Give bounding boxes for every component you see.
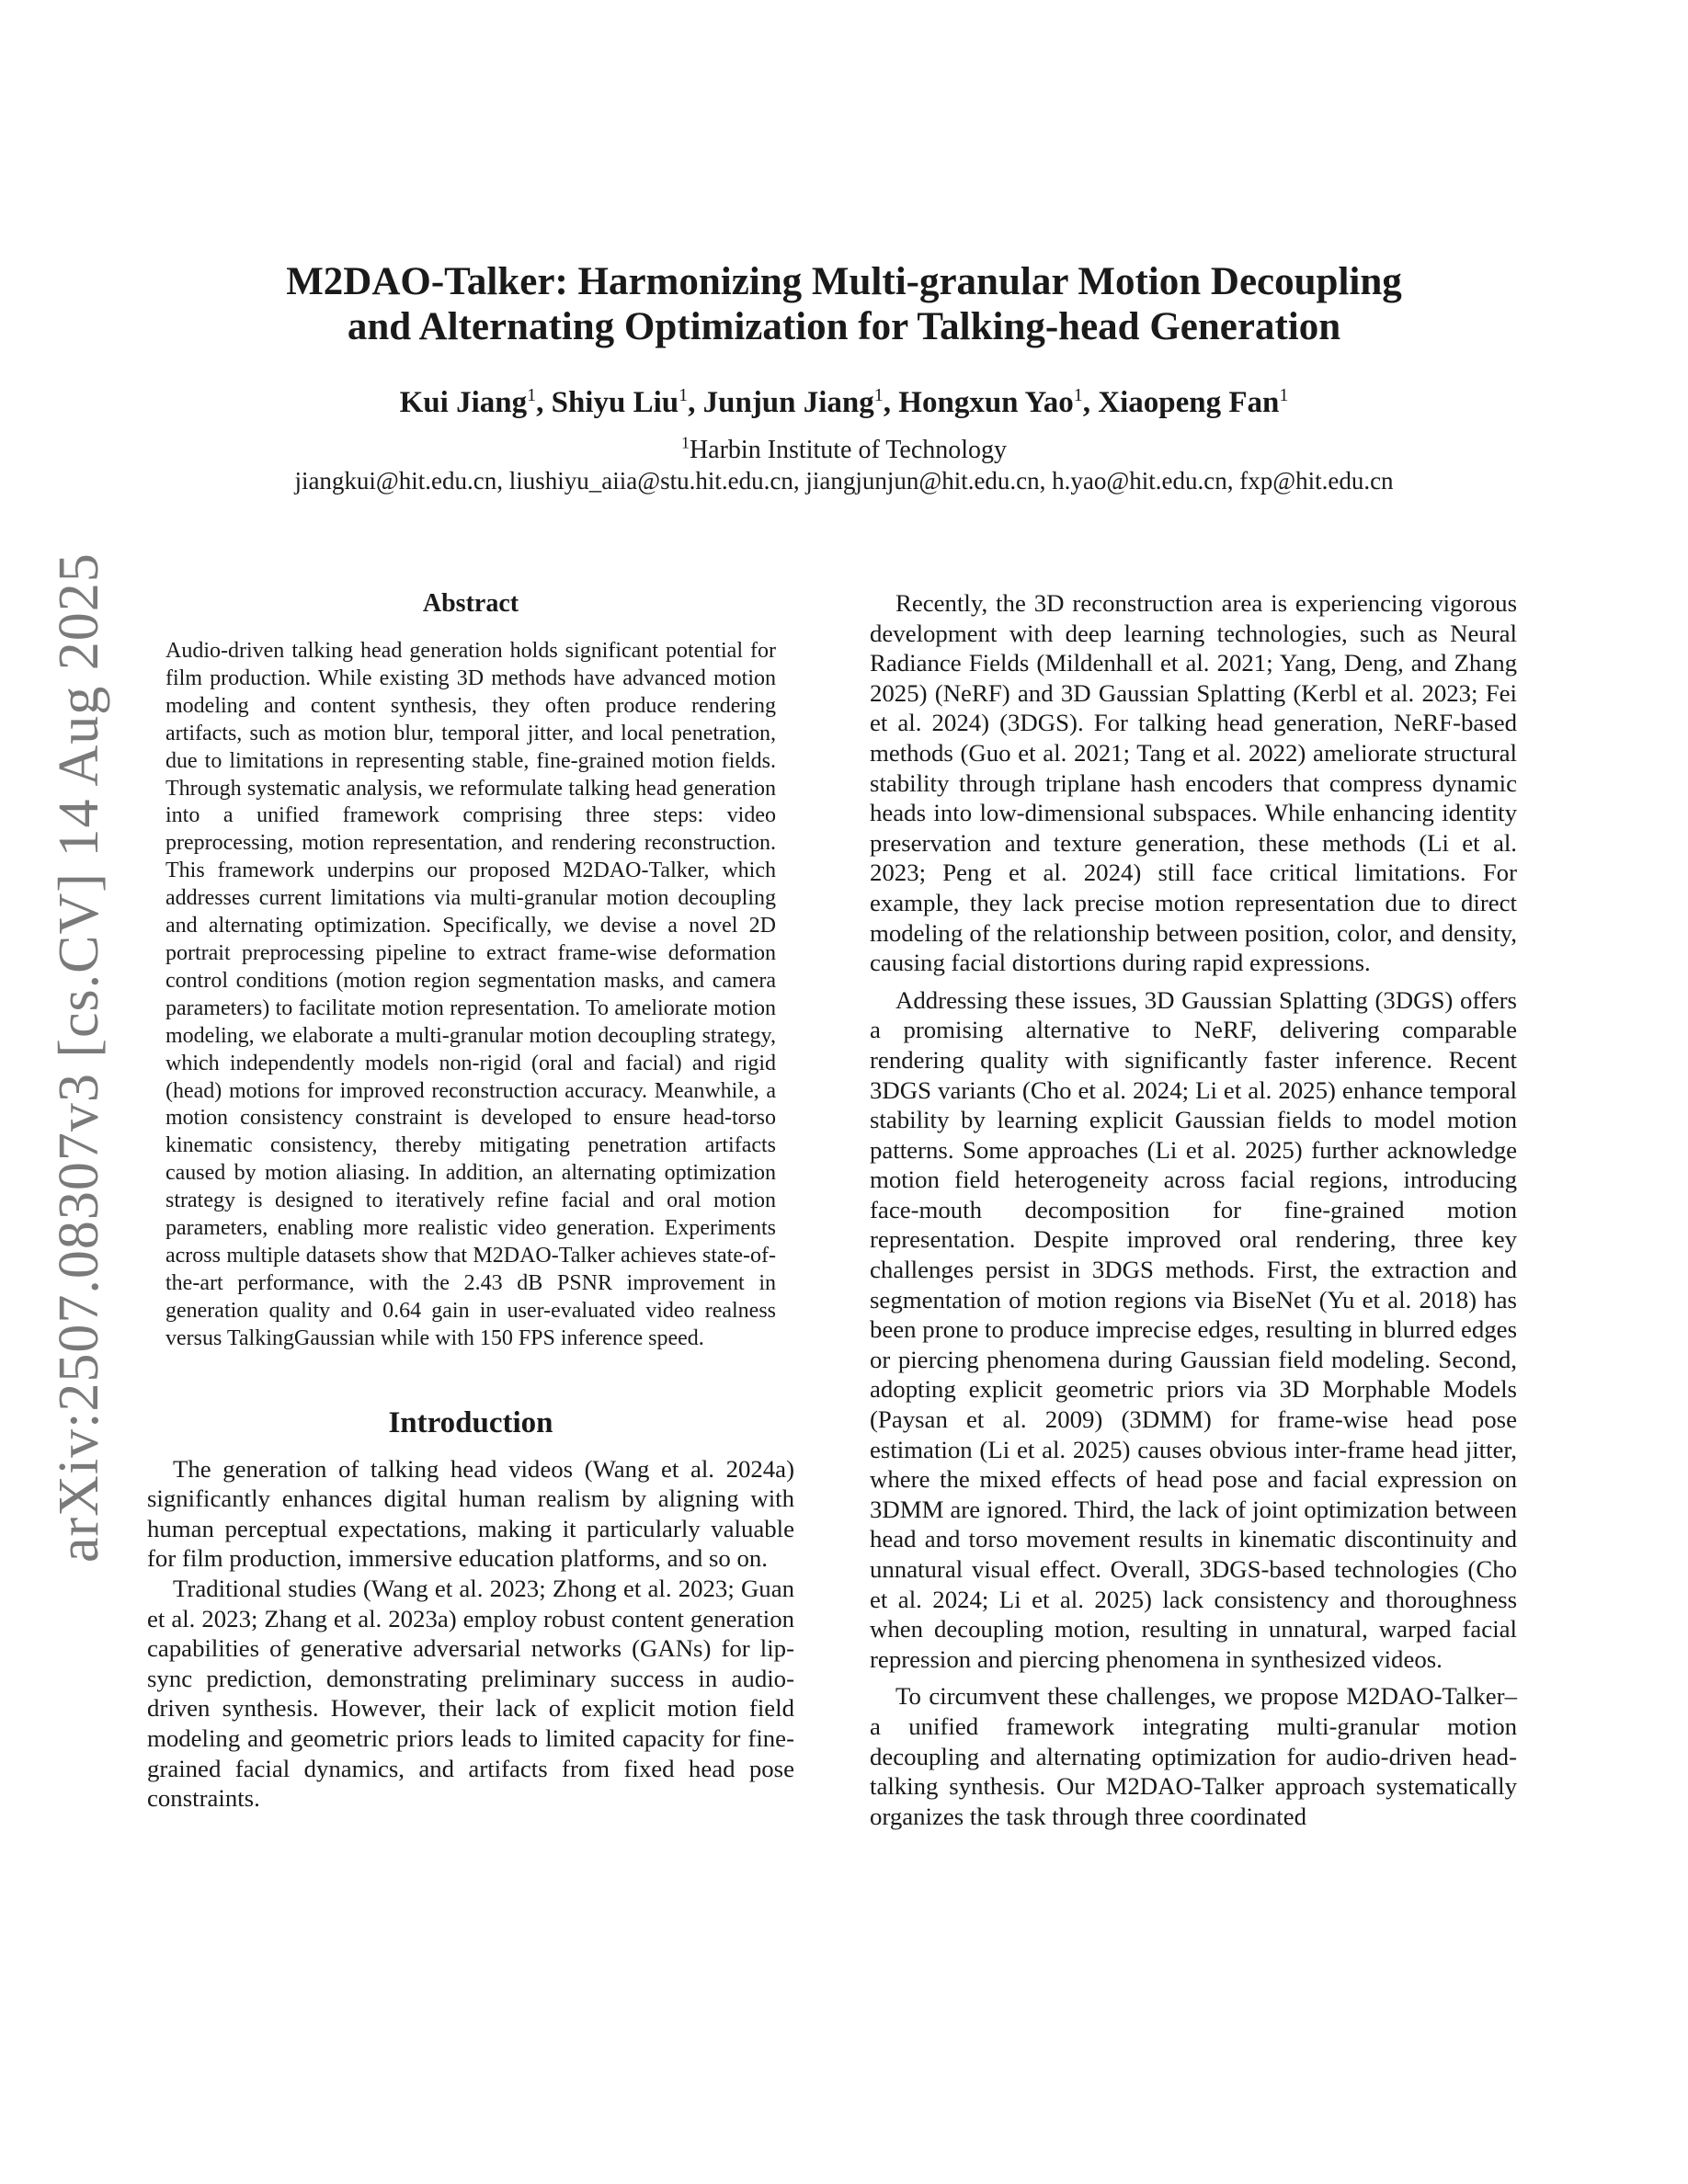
intro-paragraph: Traditional studies (Wang et al. 2023; Zhong et al. 2023; Guan et al. 2023; Zhang et al. 2023a) employ robust content generation capabilities of generative adversarial networks (GANs) for lip-sync prediction, demonstrating preliminary success in audio-driven synthesis. However, their lack of explicit motion field modeling and geometric priors leads to limited capacity for fine-grained facial dynamics, and artifacts from fixed head pose constraints. xyxy=(147,1574,794,1813)
author-name: Xiaopeng Fan xyxy=(1098,386,1280,419)
author-affil-mark: 1 xyxy=(679,385,689,405)
author-name: Hongxun Yao xyxy=(898,386,1074,419)
paper-title xyxy=(0,259,1688,349)
author-emails: jiangkui@hit.edu.cn, liushiyu_aiia@stu.hit.edu.cn, jiangjunjun@hit.edu.cn, h.yao@hit.edu.cn, fxp@hit.edu.cn xyxy=(294,467,1394,495)
author-name: Junjun Jiang xyxy=(702,386,874,419)
arxiv-stamp: arXiv:2507.08307v3 [cs.CV] 14 Aug 2025 xyxy=(48,552,110,1563)
introduction-heading: Introduction xyxy=(388,1405,553,1439)
affiliation xyxy=(0,435,1688,466)
intro-paragraph: Recently, the 3D reconstruction area is experiencing vigorous development with deep learning technologies, such as Neural Radiance Fields (Mildenhall et al. 2021; Yang, Deng, and Zhang 2025) (NeRF) and 3D Gaussian Splatting (Kerbl et al. 2023; Fei et al. 2024) (3DGS). For talking head generation, NeRF-based methods (Guo et al. 2021; Tang et al. 2022) ameliorate structural stability through triplane hash encoders that compress dynamic heads into low-dimensional subspaces. While enhancing identity preservation and texture generation, these methods (Li et al. 2023; Peng et al. 2024) still face critical limitations. For example, they lack precise motion representation due to direct modeling of the relationship between position, color, and density, causing facial distortions during rapid expressions. xyxy=(870,589,1517,977)
author-affil-mark: 1 xyxy=(527,385,537,405)
right-column xyxy=(870,588,1517,1831)
author-affil-mark: 1 xyxy=(1073,385,1083,405)
affiliation-mark: 1 xyxy=(680,433,690,452)
intro-paragraph: The generation of talking head videos (Wang et al. 2024a) significantly enhances digital human realism by aligning with human perceptual expectations, making it particularly valuable for film production, immersive education platforms, and so on. xyxy=(147,1454,794,1573)
left-column xyxy=(147,588,794,1814)
author-name: Kui Jiang xyxy=(399,386,528,419)
intro-paragraph: Addressing these issues, 3D Gaussian Splatting (3DGS) offers a promising alternative to NeRF, delivering comparable rendering quality with significantly faster inference. Recent 3DGS variants (Cho et al. 2024; Li et al. 2025) enhance temporal stability by learning explicit Gaussian fields to model motion patterns. Some approaches (Li et al. 2025) further acknowledge motion field heterogeneity across facial regions, introducing face-mouth decomposition for fine-grained motion representation. Despite improved oral rendering, three key challenges persist in 3DGS methods. First, the extraction and segmentation of motion regions via BiseNet (Yu et al. 2018) has been prone to produce imprecise edges, resulting in blurred edges or piercing phenomena during Gaussian field modeling. Second, adopting explicit geometric priors via 3D Morphable Models (Paysan et al. 2009) (3DMM) for frame-wise head pose estimation (Li et al. 2025) causes obvious inter-frame head jitter, where the mixed effects of head pose and facial expression on 3DMM are ignored. Third, the lack of joint optimization between head and torso movement results in kinematic discontinuity and unnatural visual effect. Overall, 3DGS-based technologies (Cho et al. 2024; Li et al. 2025) lack consistency and thoroughness when decoupling motion, resulting in unnatural, warped facial repression and piercing phenomena in synthesized videos. xyxy=(870,985,1517,1673)
intro-paragraph: To circumvent these challenges, we propose M2DAO-Talker–a unified framework integrating multi-granular motion decoupling and alternating optimization for audio-driven head-talking synthesis. Our M2DAO-Talker approach systematically organizes the task through three coordinated xyxy=(870,1682,1517,1830)
abstract-heading: Abstract xyxy=(422,589,519,618)
abstract-text: Audio-driven talking head generation holds significant potential for film production. While existing 3D methods have advanced motion modeling and content synthesis, they often produce rendering artifacts, such as motion blur, temporal jitter, and local penetration, due to limitations in representing stable, fine-grained motion fields. Through systematic analysis, we reformulate talking head generation into a unified framework comprising three steps: video preprocessing, motion representation, and rendering reconstruction. This framework underpins our proposed M2DAO-Talker, which addresses current limitations via multi-granular motion decoupling and alternating optimization. Specifically, we devise a novel 2D portrait preprocessing pipeline to extract frame-wise deformation control conditions (motion region segmentation masks, and camera parameters) to facilitate motion representation. To ameliorate motion modeling, we elaborate a multi-granular motion decoupling strategy, which independently models non-rigid (oral and facial) and rigid (head) motions for improved reconstruction accuracy. Meanwhile, a motion consistency constraint is developed to ensure head-torso kinematic consistency, thereby mitigating penetration artifacts caused by motion aliasing. In addition, an alternating optimization strategy is designed to iteratively refine facial and oral motion parameters, enabling more realistic video generation. Experiments across multiple datasets show that M2DAO-Talker achieves state-of-the-art performance, with the 2.43 dB PSNR improvement in generation quality and 0.64 gain in user-evaluated video realness versus TalkingGaussian while with 150 FPS inference speed. xyxy=(165,639,776,1350)
title-line-1: M2DAO-Talker: Harmonizing Multi-granular Motion Decoupling xyxy=(286,260,1402,303)
author-list: Kui Jiang$^1$, Shiyu Liu$^1$, Junjun Jiang$^1$, Hongxun Yao$^1$, Xiaopeng Fan$^1$ xyxy=(399,385,1289,419)
title-line-2: and Alternating Optimization for Talking-head Generation xyxy=(347,305,1341,348)
author-affil-mark: 1 xyxy=(873,385,884,405)
author-name: Shiyu Liu xyxy=(551,386,679,419)
affiliation-name: Harbin Institute of Technology xyxy=(689,436,1008,464)
author-affil-mark: 1 xyxy=(1279,385,1289,405)
